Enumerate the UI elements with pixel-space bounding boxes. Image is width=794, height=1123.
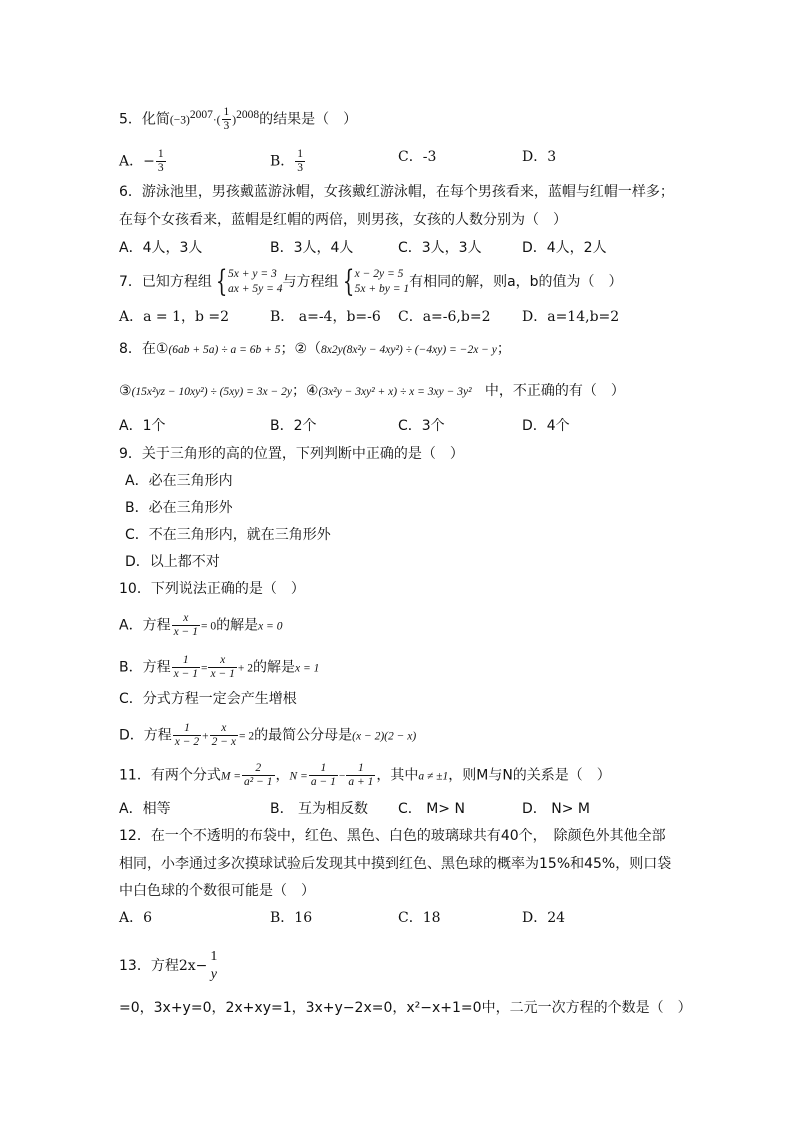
question-13-line-2: =0，3x+y=0，2x+xy=1，3x+y−2x=0，x²−x+1=0中，二元一次方程的个数是（ ）: [119, 1000, 692, 1016]
question-8-line-1: 8．在①(6ab + 5a) ÷ a = 6b + 5；②（8x2y(8x²y − 4xy²) ÷ (−4xy) = −2x − y；: [119, 341, 511, 357]
question-9-option-b: B．必在三角形外: [125, 500, 233, 516]
question-7-option-c: C．a=-6,b=2: [398, 309, 491, 325]
question-7-stem: 7．已知方程组 {5x + y = 3 ax + 5y = 4与方程组 {x − 2y = 5 5x + by = 1有相同的解，则a，b的值为（ ）: [119, 264, 623, 299]
question-9-option-a: A．必在三角形内: [125, 473, 233, 489]
question-7-option-d: D．a=14,b=2: [522, 309, 620, 325]
question-13-stem: 13．方程2x− 1 y: [119, 949, 218, 982]
question-6-line-1: 6．游泳池里，男孩戴蓝游泳帽，女孩戴红游泳帽，在每个男孩看来，蓝帽与红帽一样多；: [119, 184, 674, 200]
fraction: $\frac{1}{3}$: [297, 148, 304, 174]
fraction: $\frac{1}{3}$: [157, 148, 164, 174]
question-8-option-c: C．3个: [398, 418, 445, 434]
fraction: $\frac{1}{a + 1}$: [348, 762, 374, 788]
question-12-option-a: A．6: [119, 910, 153, 926]
equation-system-2: x − 2y = 5 5x + by = 1: [354, 268, 410, 295]
question-8-line-2: ③(15x²yz − 10xy²) ÷ (5xy) = 3x − 2y；④(3x²y − 3xy² + x) ÷ x = 3xy − 3y² 中，不正确的有（ ）: [119, 383, 625, 399]
question-5-option-b: B． $\frac{1}{3}$: [270, 148, 304, 174]
question-11-option-b: B． 互为相反数: [270, 801, 369, 817]
question-5-option-d: D．3: [522, 149, 557, 165]
fraction: $\frac{x}{x - 1}$: [210, 654, 235, 680]
fraction: $\frac{1}{3}$: [223, 106, 230, 133]
question-12-option-d: D．24: [522, 910, 566, 926]
question-6-option-d: D．4人，2人: [522, 240, 607, 256]
question-8-option-d: D．4个: [522, 418, 570, 434]
fraction: $\frac{x}{2 - x}$: [211, 722, 237, 748]
question-8-option-b: B．2个: [270, 418, 317, 434]
question-11-stem: 11．有两个分式M = $\frac{2}{\text{a² − 1}}$ ，N = $\frac{1}{a - 1}$ − $\frac{1}{a + 1}$ ，其中a ≠ ±1，则M与N的关系是（ ）: [119, 762, 611, 788]
question-12-option-b: B．16: [270, 910, 313, 926]
question-12-line-3: 中白色球的个数很可能是（ ）: [119, 883, 315, 899]
fraction: $\frac{1}{x - 1}$: [173, 654, 198, 680]
fraction: 1 y: [210, 949, 218, 982]
question-6-option-b: B．3人，4人: [270, 240, 354, 256]
question-10-stem: 10．下列说法正确的是（ ）: [119, 581, 305, 597]
fraction: $\frac{1}{x - 2}$: [174, 722, 200, 748]
question-6-option-a: A．4人，3人: [119, 240, 203, 256]
fraction: $\frac{2}{\text{a² − 1}}$: [244, 762, 273, 788]
question-11-option-c: C． M> N: [398, 801, 465, 817]
question-12-line-1: 12．在一个不透明的布袋中，红色、黑色、白色的玻璃球共有40个， 除颜色外其他全部: [119, 828, 666, 844]
question-8-option-a: A．1个: [119, 418, 166, 434]
question-5-stem: 5．化简$(-3)^{2007}\cdot$( $\frac{1}{3}$ )$^{2008}$的结果是（ ）: [119, 106, 358, 133]
question-9-option-c: C．不在三角形内，就在三角形外: [125, 527, 331, 543]
question-10-option-d: D．方程 $\frac{1}{x - 2}$ + $\frac{x}{2 - x}$ = 2的最简公分母是(x − 2)(2 − x): [119, 722, 417, 748]
question-11-option-d: D． N> M: [522, 801, 590, 817]
question-11-option-a: A．相等: [119, 801, 171, 817]
equation-system-1: 5x + y = 3 ax + 5y = 4: [228, 268, 283, 295]
question-10-option-a: A．方程 $\frac{x}{x - 1}$ = 0的解是x = 0: [119, 612, 283, 638]
question-9-option-d: D．以上都不对: [125, 554, 220, 570]
question-10-option-b: B．方程 $\frac{1}{x - 1}$ = $\frac{x}{x - 1}$ + 2的解是x = 1: [119, 654, 320, 680]
fraction: $\frac{1}{a - 1}$: [310, 762, 336, 788]
question-5-option-a: A．− $\frac{1}{3}$: [119, 148, 164, 174]
question-7-option-b: B． a=-4，b=-6: [270, 309, 381, 325]
fraction: $\frac{x}{x - 1}$: [173, 612, 198, 638]
question-5-option-c: C．-3: [398, 149, 437, 165]
question-10-option-c: C．分式方程一定会产生增根: [119, 691, 297, 707]
question-6-option-c: C．3人，3人: [398, 240, 482, 256]
question-12-line-2: 相同，小李通过多次摸球试验后发现其中摸到红色、黑色球的概率为15%和45%，则口袋: [119, 856, 672, 872]
question-12-option-c: C．18: [398, 910, 441, 926]
question-7-option-a: A．a = 1，b =2: [119, 309, 230, 325]
question-9-stem: 9．关于三角形的高的位置，下列判断中正确的是（ ）: [119, 446, 464, 462]
question-6-line-2: 在每个女孩看来，蓝帽是红帽的两倍，则男孩，女孩的人数分别为（ ）: [119, 212, 567, 228]
